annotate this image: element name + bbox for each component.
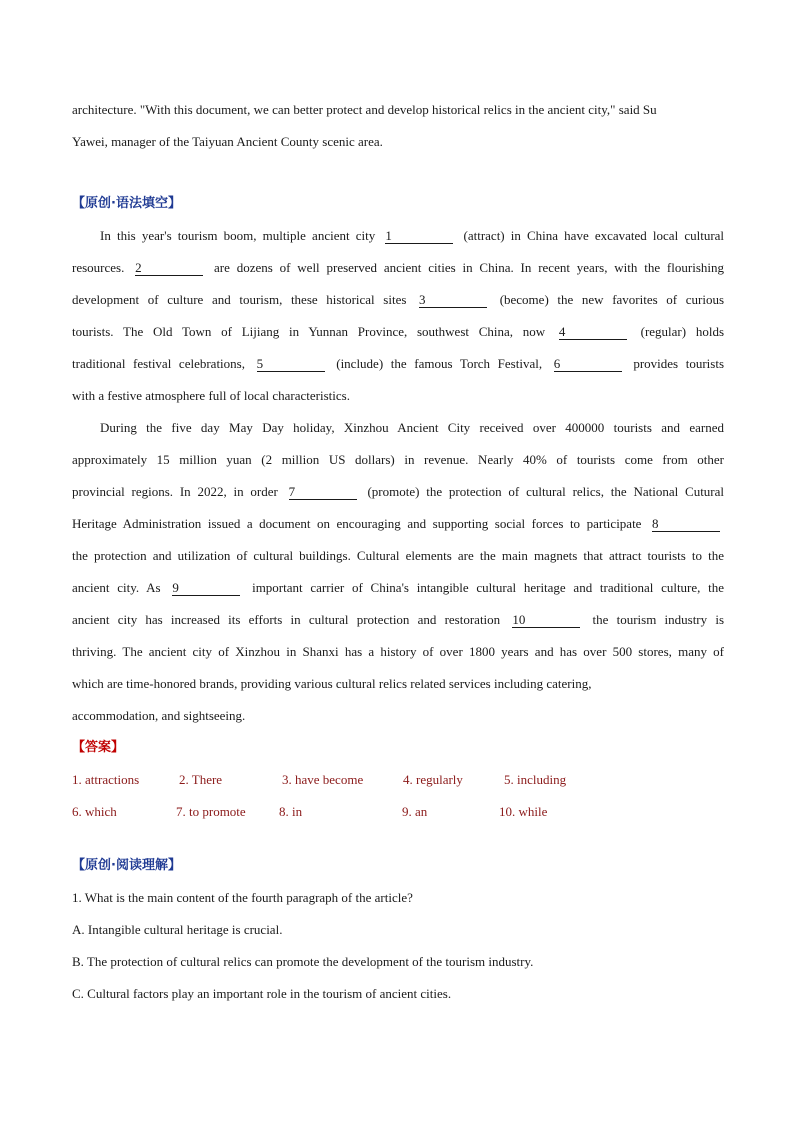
- grammar-p2-line-10: accommodation, and sightseeing.: [72, 708, 246, 723]
- grammar-p2-line-8: thriving. The ancient city of Xinzhou in Shanxi has a history of over 1800 years and has over 500 stores, many of: [72, 644, 724, 659]
- grammar-p2-line-2: approximately 15 million yuan (2 million US dollars) in revenue. Nearly 40% of tourists come from other: [72, 452, 724, 467]
- blank-9: 9: [172, 580, 240, 596]
- answer-7: 7. to promote: [176, 804, 246, 819]
- reading-option-c: C. Cultural factors play an important role in the tourism of ancient cities.: [72, 986, 452, 1001]
- blank-1: 1: [385, 228, 453, 244]
- answer-4: 4. regularly: [403, 772, 463, 787]
- blank-7: 7: [289, 484, 357, 500]
- answers-row-2: [72, 796, 724, 828]
- answer-6: 6. which: [72, 804, 117, 819]
- reading-option-a: A. Intangible cultural heritage is crucial.: [72, 922, 283, 937]
- blank-10: 10: [512, 612, 580, 628]
- answer-8: 8. in: [279, 804, 303, 819]
- grammar-p1-line-3: development of culture and tourism, these historical sites 3 (become) the new favorites of curious: [72, 292, 724, 307]
- grammar-p1-line-1: In this year's tourism boom, multiple ancient city 1 (attract) in China have excavated local cultural: [100, 228, 724, 243]
- answer-5: 5. including: [504, 772, 567, 787]
- grammar-p2-line-9: which are time-honored brands, providing various cultural relics related services including catering,: [72, 676, 592, 691]
- grammar-p2-line-1: During the five day May Day holiday, Xinzhou Ancient City received over 400000 tourists and earned: [100, 420, 724, 435]
- reading-section-heading: 【原创·阅读理解】: [72, 858, 181, 873]
- grammar-p1-line-6: with a festive atmosphere full of local characteristics.: [72, 388, 350, 403]
- grammar-p2-line-6: ancient city. As 9 important carrier of China's intangible cultural heritage and traditional culture, the: [72, 580, 724, 595]
- blank-3: 3: [419, 292, 487, 308]
- blank-6: 6: [554, 356, 622, 372]
- grammar-p2-line-3: provincial regions. In 2022, in order 7 (promote) the protection of cultural relics, the National Cutural: [72, 484, 724, 499]
- answer-10: 10. while: [499, 804, 548, 819]
- document-page: [72, 0, 724, 1010]
- grammar-p1-line-4: tourists. The Old Town of Lijiang in Yunnan Province, southwest China, now 4 (regular) holds: [72, 324, 724, 339]
- blank-4: 4: [559, 324, 627, 340]
- answer-section-heading: 【答案】: [72, 740, 125, 755]
- blank-2: 2: [135, 260, 203, 276]
- grammar-p1-line-5: traditional festival celebrations, 5 (include) the famous Torch Festival, 6 provides tourists: [72, 356, 724, 371]
- grammar-p2-line-5: the protection and utilization of cultural buildings. Cultural elements are the main magnets that attract tourists to the: [72, 548, 724, 563]
- grammar-p2-line-7: ancient city has increased its efforts in cultural protection and restoration 10 the tourism industry is: [72, 612, 724, 627]
- grammar-p1-line-2: resources. 2 are dozens of well preserved ancient cities in China. In recent years, with the flourishing: [72, 260, 724, 275]
- answer-3: 3. have become: [282, 772, 364, 787]
- intro-line-2: Yawei, manager of the Taiyuan Ancient County scenic area.: [72, 134, 383, 149]
- intro-line-1: architecture. "With this document, we can better protect and develop historical relics in the ancient city," said Su: [72, 102, 657, 117]
- reading-question-1: 1. What is the main content of the fourth paragraph of the article?: [72, 890, 413, 905]
- blank-8: 8: [652, 516, 720, 532]
- grammar-p2-line-4: Heritage Administration issued a document on encouraging and supporting social forces to participate 8: [72, 508, 724, 540]
- reading-option-b: B. The protection of cultural relics can promote the development of the tourism industry.: [72, 954, 534, 969]
- answers-row-1: [72, 764, 724, 796]
- grammar-section-heading: 【原创·语法填空】: [72, 196, 181, 211]
- answer-2: 2. There: [179, 772, 223, 787]
- answer-9: 9. an: [402, 804, 428, 819]
- answer-1: 1. attractions: [72, 772, 140, 787]
- blank-5: 5: [257, 356, 325, 372]
